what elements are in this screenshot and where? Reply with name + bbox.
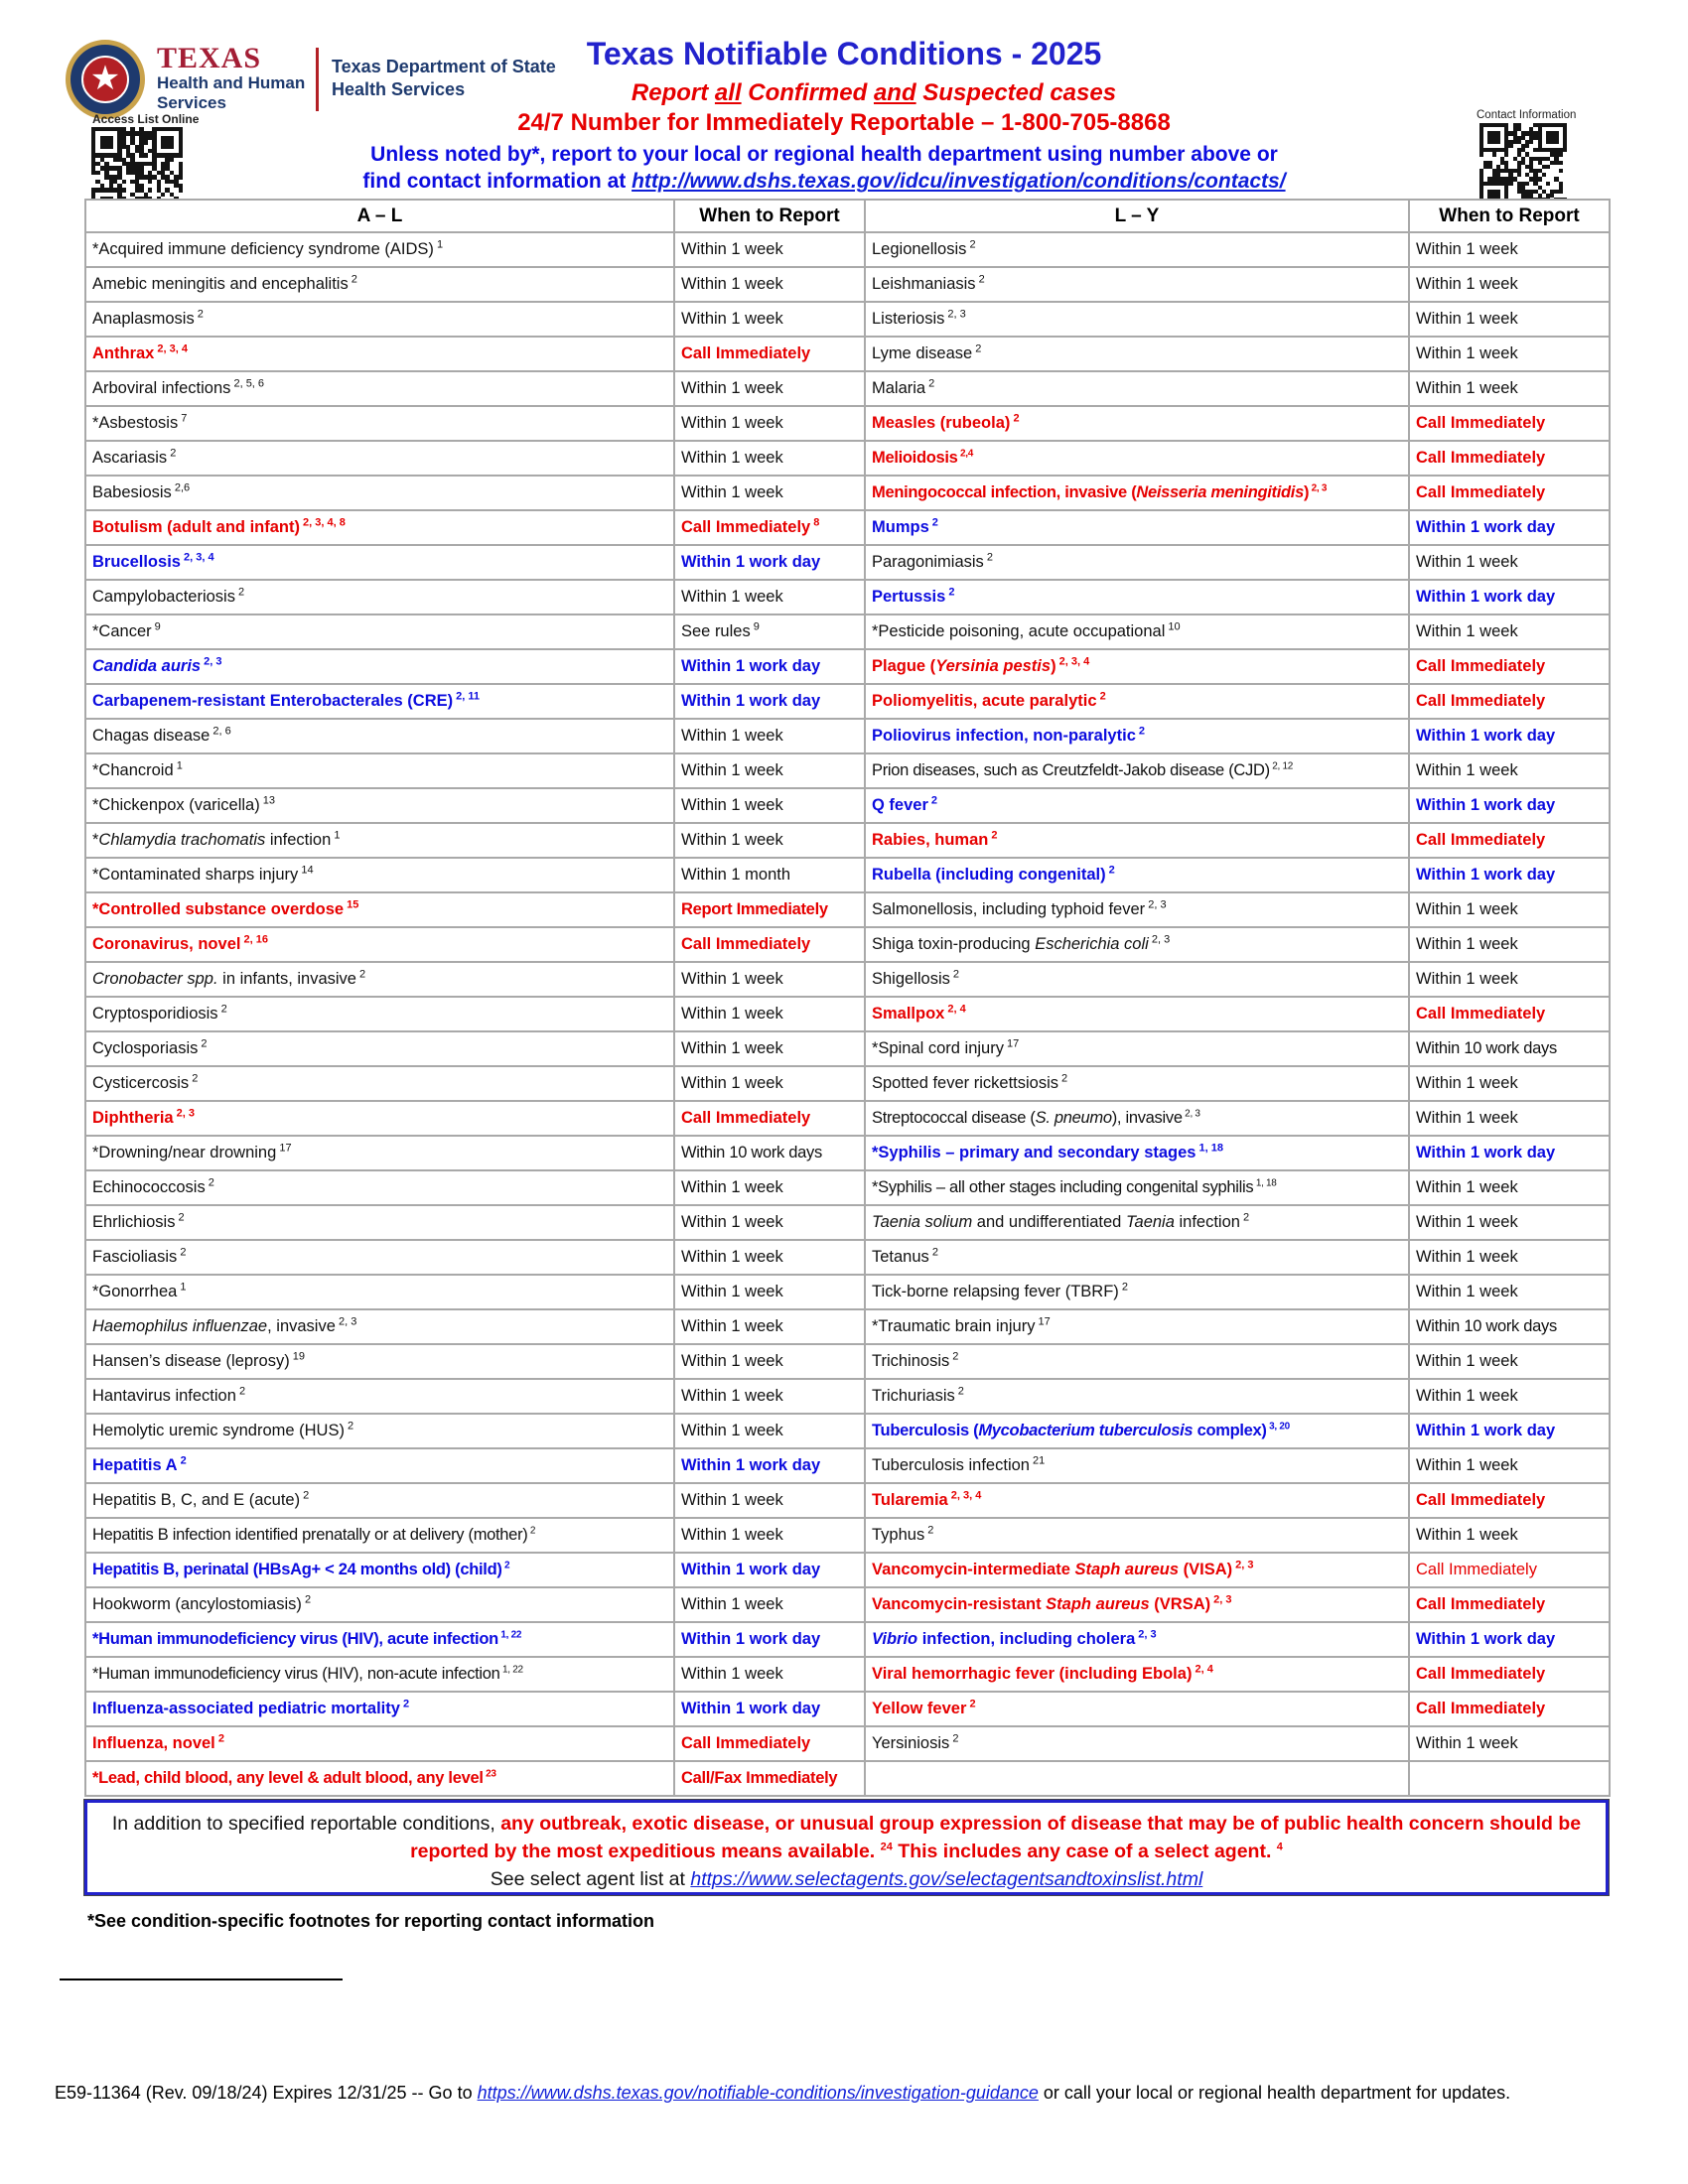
condition-cell: Diphtheria $^{2, 3}$	[85, 1101, 674, 1136]
table-row	[85, 510, 1610, 545]
condition-cell: Brucellosis $^{2, 3, 4}$	[85, 545, 674, 580]
table-row	[85, 441, 1610, 476]
condition-cell: Paragonimiasis $^2$	[865, 545, 1409, 580]
table-row	[85, 545, 1610, 580]
page-title: Texas Notifiable Conditions - 2025	[586, 36, 1102, 71]
instruction-line-1: Unless noted by*, report to your local or regional health department using number above or	[370, 143, 1278, 166]
table-row	[85, 1622, 1610, 1657]
report-subtitle: Report all Confirmed and Suspected cases	[631, 79, 1117, 106]
footnote-note: *See condition-specific footnotes for reporting contact information	[87, 1911, 655, 1931]
condition-cell: *Drowning/near drowning $^{17}$	[85, 1136, 674, 1170]
when-to-report-cell: Call Immediately	[1409, 684, 1610, 719]
condition-cell: *Syphilis – primary and secondary stages $^{1, 18}$	[865, 1136, 1409, 1170]
condition-cell: Measles (rubeola) $^2$	[865, 406, 1409, 441]
condition-cell: *Human immunodeficiency virus (HIV), non-acute infection $^{1, 22}$	[85, 1657, 674, 1692]
table-row	[85, 1136, 1610, 1170]
condition-cell: *Pesticide poisoning, acute occupational $^{10}$	[865, 614, 1409, 649]
table-row	[85, 858, 1610, 892]
when-to-report-cell: Within 1 week	[674, 1066, 865, 1101]
when-to-report-cell: Call Immediately	[1409, 997, 1610, 1031]
condition-cell: Carbapenem-resistant Enterobacterales (CRE) $^{2, 11}$	[85, 684, 674, 719]
when-to-report-cell: Within 1 week	[674, 1275, 865, 1309]
condition-cell: *Syphilis – all other stages including congenital syphilis $^{1, 18}$	[865, 1170, 1409, 1205]
condition-cell: Haemophilus influenzae, invasive $^{2, 3}$	[85, 1309, 674, 1344]
when-to-report-cell: Within 10 work days	[1409, 1031, 1610, 1066]
table-row	[85, 406, 1610, 441]
condition-cell: Yersiniosis $^2$	[865, 1726, 1409, 1761]
condition-cell: *Spinal cord injury $^{17}$	[865, 1031, 1409, 1066]
table-row	[85, 1309, 1610, 1344]
condition-cell: Plague (Yersinia pestis) $^{2, 3, 4}$	[865, 649, 1409, 684]
when-to-report-cell: Within 1 month	[674, 858, 865, 892]
when-to-report-cell: Within 1 week	[674, 1240, 865, 1275]
when-to-report-cell: Within 1 week	[1409, 1344, 1610, 1379]
condition-cell	[865, 1761, 1409, 1796]
qr-left-label: Access List Online	[92, 112, 200, 126]
condition-cell: Viral hemorrhagic fever (including Ebola) $^{2, 4}$	[865, 1657, 1409, 1692]
condition-cell: Taenia solium and undifferentiated Taenia infection $^2$	[865, 1205, 1409, 1240]
when-to-report-cell: Within 1 work day	[1409, 1136, 1610, 1170]
when-to-report-cell: Within 1 week	[1409, 892, 1610, 927]
when-to-report-cell: Within 1 week	[674, 1031, 865, 1066]
when-to-report-cell: Within 1 week	[674, 1309, 865, 1344]
when-to-report-cell: Within 1 week	[674, 719, 865, 753]
when-to-report-cell: Within 1 week	[1409, 267, 1610, 302]
when-to-report-cell: Within 1 week	[674, 1657, 865, 1692]
condition-cell: Rubella (including congenital) $^2$	[865, 858, 1409, 892]
when-to-report-cell: Within 1 week	[674, 302, 865, 337]
condition-cell: *Asbestosis $^7$	[85, 406, 674, 441]
table-row	[85, 1031, 1610, 1066]
when-to-report-cell: Within 1 week	[674, 1587, 865, 1622]
when-to-report-cell: Within 1 week	[674, 1483, 865, 1518]
when-to-report-cell: Within 1 week	[1409, 1170, 1610, 1205]
table-row	[85, 1170, 1610, 1205]
condition-cell: Shigellosis $^2$	[865, 962, 1409, 997]
condition-cell: Smallpox $^{2, 4}$	[865, 997, 1409, 1031]
agency-hhs-line1: Health and Human	[157, 73, 306, 92]
condition-cell: *Chlamydia trachomatis infection $^1$	[85, 823, 674, 858]
agency-hhs-texas: TEXAS	[157, 42, 262, 74]
condition-cell: *Chickenpox (varicella) $^{13}$	[85, 788, 674, 823]
when-to-report-cell: Within 1 work day	[1409, 719, 1610, 753]
condition-cell: Tick-borne relapsing fever (TBRF) $^2$	[865, 1275, 1409, 1309]
condition-cell: Vancomycin-intermediate Staph aureus (VISA) $^{2, 3}$	[865, 1553, 1409, 1587]
table-row	[85, 753, 1610, 788]
qr-right-label: Contact Information	[1477, 109, 1577, 121]
condition-cell: Vancomycin-resistant Staph aureus (VRSA) $^{2, 3}$	[865, 1587, 1409, 1622]
table-row	[85, 1692, 1610, 1726]
link[interactable]: https://www.dshs.texas.gov/notifiable-conditions/investigation-guidance	[477, 2083, 1039, 2103]
when-to-report-cell: Call Immediately	[1409, 1657, 1610, 1692]
condition-cell: *Contaminated sharps injury $^{14}$	[85, 858, 674, 892]
when-to-report-cell: Call Immediately	[1409, 476, 1610, 510]
notice-line-2: See select agent list at https://www.selectagents.gov/selectagentsandtoxinslist.html	[490, 1868, 1203, 1890]
condition-cell: Botulism (adult and infant) $^{2, 3, 4, 8}$	[85, 510, 674, 545]
when-to-report-cell: Call Immediately $^8$	[674, 510, 865, 545]
condition-cell: Tuberculosis (Mycobacterium tuberculosis complex) $^{3, 20}$	[865, 1414, 1409, 1448]
table-row	[85, 371, 1610, 406]
condition-cell: Listeriosis $^{2, 3}$	[865, 302, 1409, 337]
column-header-l-y: L – Y	[865, 200, 1409, 232]
link[interactable]: http://www.dshs.texas.gov/idcu/investigation/conditions/contacts/	[632, 170, 1286, 193]
hotline-text: 24/7 Number for Immediately Reportable – 1-800-705-8868	[517, 109, 1171, 136]
condition-cell: Lyme disease $^2$	[865, 337, 1409, 371]
when-to-report-cell: Within 1 week	[674, 1518, 865, 1553]
when-to-report-cell: Within 1 week	[1409, 1726, 1610, 1761]
when-to-report-cell: Within 1 week	[674, 823, 865, 858]
instruction-line-2: find contact information at http://www.dshs.texas.gov/idcu/investigation/conditions/contacts/	[362, 170, 1286, 193]
table-row	[85, 1587, 1610, 1622]
condition-cell: Trichinosis $^2$	[865, 1344, 1409, 1379]
table-row	[85, 997, 1610, 1031]
condition-cell: Mumps $^2$	[865, 510, 1409, 545]
when-to-report-cell: Within 1 week	[674, 1379, 865, 1414]
condition-cell: Echinococcosis $^2$	[85, 1170, 674, 1205]
table-row	[85, 649, 1610, 684]
when-to-report-cell: Within 1 week	[1409, 1275, 1610, 1309]
when-to-report-cell: Within 1 week	[674, 1170, 865, 1205]
table-row	[85, 788, 1610, 823]
when-to-report-cell: Within 1 week	[1409, 371, 1610, 406]
condition-cell: Coronavirus, novel $^{2, 16}$	[85, 927, 674, 962]
when-to-report-cell: Call Immediately	[1409, 1692, 1610, 1726]
when-to-report-cell: Within 1 work day	[1409, 510, 1610, 545]
when-to-report-cell: Within 1 work day	[1409, 1622, 1610, 1657]
when-to-report-cell: Within 1 week	[1409, 545, 1610, 580]
notice-line-1: In addition to specified reportable conditions, any outbreak, exotic disease, or unusual group expression of disease that may be of public health concern should be reported by the most expeditious means available. $^{24}$ This includes any case of a select agent. $^4$	[111, 1813, 1582, 1862]
condition-cell: Hepatitis B infection identified prenatally or at delivery (mother) $^2$	[85, 1518, 674, 1553]
table-row	[85, 1657, 1610, 1692]
when-to-report-cell: Within 1 week	[674, 406, 865, 441]
table-row	[85, 1726, 1610, 1761]
condition-cell: Influenza-associated pediatric mortality $^2$	[85, 1692, 674, 1726]
condition-cell: Leishmaniasis $^2$	[865, 267, 1409, 302]
condition-cell: Salmonellosis, including typhoid fever $^{2, 3}$	[865, 892, 1409, 927]
table-row	[85, 1448, 1610, 1483]
when-to-report-cell: Within 1 work day	[1409, 788, 1610, 823]
when-to-report-cell: Call Immediately	[1409, 441, 1610, 476]
table-row	[85, 267, 1610, 302]
condition-cell: *Chancroid $^1$	[85, 753, 674, 788]
when-to-report-cell: Within 1 week	[674, 788, 865, 823]
condition-cell: Rabies, human $^2$	[865, 823, 1409, 858]
condition-cell: *Controlled substance overdose $^{15}$	[85, 892, 674, 927]
table-row	[85, 1344, 1610, 1379]
condition-cell: Cronobacter spp. in infants, invasive $^2$	[85, 962, 674, 997]
condition-cell: Cyclosporiasis $^2$	[85, 1031, 674, 1066]
table-row	[85, 1240, 1610, 1275]
table-row	[85, 823, 1610, 858]
table-row	[85, 232, 1610, 267]
condition-cell: Hansen’s disease (leprosy) $^{19}$	[85, 1344, 674, 1379]
table-row	[85, 719, 1610, 753]
when-to-report-cell: Call Immediately	[1409, 1553, 1610, 1587]
when-to-report-cell: Within 1 week	[1409, 1101, 1610, 1136]
condition-cell: Hepatitis A $^2$	[85, 1448, 674, 1483]
when-to-report-cell: Call Immediately	[1409, 406, 1610, 441]
when-to-report-cell: Call Immediately	[1409, 823, 1610, 858]
when-to-report-cell: Within 1 week	[674, 232, 865, 267]
condition-cell: Melioidosis $^{2,4}$	[865, 441, 1409, 476]
when-to-report-cell: Within 1 work day	[674, 1622, 865, 1657]
condition-cell: Streptococcal disease (S. pneumo), invasive $^{2, 3}$	[865, 1101, 1409, 1136]
when-to-report-cell: Within 1 work day	[674, 1692, 865, 1726]
when-to-report-cell: Within 1 week	[1409, 1379, 1610, 1414]
link[interactable]: https://www.selectagents.gov/selectagentsandtoxinslist.html	[690, 1868, 1203, 1890]
conditions-table-body	[85, 232, 1610, 1796]
when-to-report-cell: Within 1 week	[674, 997, 865, 1031]
condition-cell: Babesiosis $^{2,6}$	[85, 476, 674, 510]
table-row	[85, 302, 1610, 337]
condition-cell: Shiga toxin-producing Escherichia coli $^{2, 3}$	[865, 927, 1409, 962]
when-to-report-cell: Within 1 week	[674, 267, 865, 302]
condition-cell: *Lead, child blood, any level & adult blood, any level $^{23}$	[85, 1761, 674, 1796]
when-to-report-cell: Within 1 week	[1409, 232, 1610, 267]
condition-cell: *Cancer $^9$	[85, 614, 674, 649]
condition-cell: Fascioliasis $^2$	[85, 1240, 674, 1275]
conditions-table	[84, 199, 1611, 1797]
condition-cell: Chagas disease $^{2, 6}$	[85, 719, 674, 753]
condition-cell: Tuberculosis infection $^{21}$	[865, 1448, 1409, 1483]
when-to-report-cell: Within 1 week	[1409, 962, 1610, 997]
table-row	[85, 1518, 1610, 1553]
condition-cell: Anthrax $^{2, 3, 4}$	[85, 337, 674, 371]
when-to-report-cell: See rules $^9$	[674, 614, 865, 649]
when-to-report-cell: Call Immediately	[674, 927, 865, 962]
qr-code-contact-info	[1479, 123, 1567, 210]
condition-cell: Hepatitis B, C, and E (acute) $^2$	[85, 1483, 674, 1518]
table-row	[85, 476, 1610, 510]
when-to-report-cell	[1409, 1761, 1610, 1796]
when-to-report-cell: Within 1 week	[1409, 927, 1610, 962]
when-to-report-cell: Within 1 week	[674, 441, 865, 476]
table-row	[85, 1066, 1610, 1101]
when-to-report-cell: Within 10 work days	[674, 1136, 865, 1170]
agency-dshs-line2: Health Services	[332, 79, 466, 99]
table-row	[85, 614, 1610, 649]
when-to-report-cell: Within 10 work days	[1409, 1309, 1610, 1344]
when-to-report-cell: Within 1 work day	[674, 1553, 865, 1587]
condition-cell: Hookworm (ancylostomiasis) $^2$	[85, 1587, 674, 1622]
when-to-report-cell: Within 1 work day	[1409, 858, 1610, 892]
when-to-report-cell: Call Immediately	[674, 1101, 865, 1136]
condition-cell: Arboviral infections $^{2, 5, 6}$	[85, 371, 674, 406]
condition-cell: Poliomyelitis, acute paralytic $^2$	[865, 684, 1409, 719]
table-row	[85, 1761, 1610, 1796]
column-header-when-right: When to Report	[1409, 200, 1610, 232]
when-to-report-cell: Within 1 week	[674, 1344, 865, 1379]
when-to-report-cell: Within 1 work day	[1409, 1414, 1610, 1448]
condition-cell: *Traumatic brain injury $^{17}$	[865, 1309, 1409, 1344]
condition-cell: Yellow fever $^2$	[865, 1692, 1409, 1726]
column-header-a-l: A – L	[85, 200, 674, 232]
when-to-report-cell: Within 1 week	[674, 753, 865, 788]
condition-cell: Ascariasis $^2$	[85, 441, 674, 476]
when-to-report-cell: Within 1 week	[674, 962, 865, 997]
column-header-when-left: When to Report	[674, 200, 865, 232]
when-to-report-cell: Within 1 week	[1409, 1518, 1610, 1553]
condition-cell: Hepatitis B, perinatal (HBsAg+ < 24 months old) (child) $^2$	[85, 1553, 674, 1587]
star-icon: ★	[89, 60, 121, 97]
condition-cell: Hantavirus infection $^2$	[85, 1379, 674, 1414]
when-to-report-cell: Within 1 work day	[1409, 580, 1610, 614]
condition-cell: Tularemia $^{2, 3, 4}$	[865, 1483, 1409, 1518]
table-row	[85, 1553, 1610, 1587]
when-to-report-cell: Call Immediately	[674, 1726, 865, 1761]
condition-cell: Ehrlichiosis $^2$	[85, 1205, 674, 1240]
when-to-report-cell: Within 1 week	[674, 476, 865, 510]
condition-cell: Campylobacteriosis $^2$	[85, 580, 674, 614]
condition-cell: Q fever $^2$	[865, 788, 1409, 823]
footer-text: E59-11364 (Rev. 09/18/24) Expires 12/31/25 -- Go to https://www.dshs.texas.gov/notifiable-conditions/investigation-guidance or call your local or regional health department for updates.	[55, 2083, 1511, 2103]
agency-dshs-line1: Texas Department of State	[332, 57, 556, 76]
condition-cell: Pertussis $^2$	[865, 580, 1409, 614]
when-to-report-cell: Within 1 week	[1409, 1448, 1610, 1483]
when-to-report-cell: Within 1 week	[1409, 337, 1610, 371]
when-to-report-cell: Within 1 week	[1409, 1066, 1610, 1101]
when-to-report-cell: Within 1 work day	[674, 684, 865, 719]
when-to-report-cell: Within 1 week	[1409, 1205, 1610, 1240]
when-to-report-cell: Within 1 work day	[674, 545, 865, 580]
condition-cell: Legionellosis $^2$	[865, 232, 1409, 267]
footnote-separator-line	[60, 1979, 343, 1980]
condition-cell: Poliovirus infection, non-paralytic $^2$	[865, 719, 1409, 753]
when-to-report-cell: Within 1 week	[674, 1414, 865, 1448]
when-to-report-cell: Report Immediately	[674, 892, 865, 927]
condition-cell: Malaria $^2$	[865, 371, 1409, 406]
when-to-report-cell: Within 1 week	[1409, 1240, 1610, 1275]
table-row	[85, 892, 1610, 927]
condition-cell: *Gonorrhea $^1$	[85, 1275, 674, 1309]
condition-cell: Amebic meningitis and encephalitis $^2$	[85, 267, 674, 302]
condition-cell: Meningococcal infection, invasive (Neisseria meningitidis) $^{2, 3}$	[865, 476, 1409, 510]
table-row	[85, 1379, 1610, 1414]
condition-cell: Influenza, novel $^2$	[85, 1726, 674, 1761]
when-to-report-cell: Call Immediately	[1409, 1483, 1610, 1518]
condition-cell: Prion diseases, such as Creutzfeldt-Jakob disease (CJD) $^{2, 12}$	[865, 753, 1409, 788]
when-to-report-cell: Call/Fax Immediately	[674, 1761, 865, 1796]
when-to-report-cell: Within 1 week	[1409, 302, 1610, 337]
condition-cell: Anaplasmosis $^2$	[85, 302, 674, 337]
condition-cell: Hemolytic uremic syndrome (HUS) $^2$	[85, 1414, 674, 1448]
condition-cell: Typhus $^2$	[865, 1518, 1409, 1553]
when-to-report-cell: Call Immediately	[1409, 1587, 1610, 1622]
when-to-report-cell: Within 1 work day	[674, 649, 865, 684]
condition-cell: Spotted fever rickettsiosis $^2$	[865, 1066, 1409, 1101]
table-row	[85, 1414, 1610, 1448]
table-row	[85, 1101, 1610, 1136]
table-row	[85, 580, 1610, 614]
when-to-report-cell: Call Immediately	[674, 337, 865, 371]
condition-cell: Tetanus $^2$	[865, 1240, 1409, 1275]
table-row	[85, 337, 1610, 371]
table-row	[85, 1275, 1610, 1309]
agency-hhs-line2: Services	[157, 93, 226, 112]
condition-cell: *Human immunodeficiency virus (HIV), acute infection $^{1, 22}$	[85, 1622, 674, 1657]
when-to-report-cell: Within 1 week	[1409, 614, 1610, 649]
condition-cell: Trichuriasis $^2$	[865, 1379, 1409, 1414]
table-row	[85, 927, 1610, 962]
when-to-report-cell: Call Immediately	[1409, 649, 1610, 684]
table-row	[85, 684, 1610, 719]
table-row	[85, 962, 1610, 997]
condition-cell: Cryptosporidiosis $^2$	[85, 997, 674, 1031]
condition-cell: Candida auris $^{2, 3}$	[85, 649, 674, 684]
condition-cell: Cysticercosis $^2$	[85, 1066, 674, 1101]
outbreak-notice-box	[84, 1800, 1609, 1895]
when-to-report-cell: Within 1 week	[674, 1205, 865, 1240]
table-row	[85, 1483, 1610, 1518]
table-row	[85, 1205, 1610, 1240]
when-to-report-cell: Within 1 work day	[674, 1448, 865, 1483]
condition-cell: *Acquired immune deficiency syndrome (AIDS) $^1$	[85, 232, 674, 267]
when-to-report-cell: Within 1 week	[674, 580, 865, 614]
when-to-report-cell: Within 1 week	[1409, 753, 1610, 788]
when-to-report-cell: Within 1 week	[674, 371, 865, 406]
table-header-row	[85, 200, 1610, 232]
condition-cell: Vibrio infection, including cholera $^{2, 3}$	[865, 1622, 1409, 1657]
